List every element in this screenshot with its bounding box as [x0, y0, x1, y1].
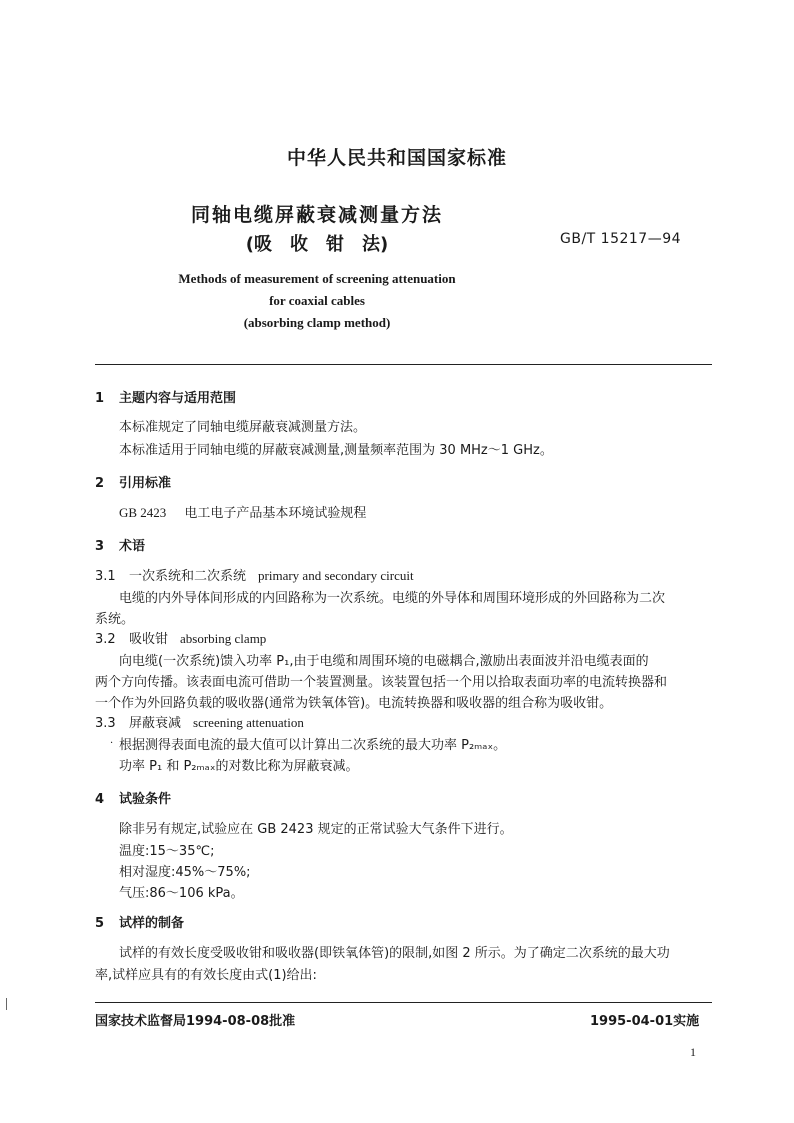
header-divider [95, 364, 712, 365]
stray-mark: · [110, 738, 114, 749]
approval-date: 国家技术监督局1994-08-08批准 [95, 1014, 296, 1029]
section-number: 5 [95, 916, 105, 931]
reference-entry [119, 502, 366, 521]
paragraph: 功率 P₁ 和 P₂ₘₐₓ的对数比称为屏蔽衰减。 [119, 759, 359, 774]
page-number: 1 [690, 1045, 696, 1059]
section-title: 主题内容与适用范围 [119, 391, 237, 406]
paragraph: 试样的有效长度受吸收钳和吸收器(即铁氧体管)的限制,如图 2 所示。为了确定二次系统的最大功 [119, 946, 670, 961]
standard-code: GB/T 15217—94 [560, 231, 682, 247]
paragraph: 根据测得表面电流的最大值可以计算出二次系统的最大功率 P₂ₘₐₓ。 [119, 738, 507, 753]
term-zh: 吸收钳 [129, 632, 169, 647]
term-number: 3.1 [95, 569, 116, 584]
paragraph: 电缆的内外导体间形成的内回路称为一次系统。电缆的外导体和周围环境形成的外回路称为二次 [119, 591, 666, 606]
implementation-date: 1995-04-01实施 [590, 1014, 700, 1029]
paragraph: 两个方向传播。该表面电流可借助一个装置测量。该装置包括一个用以拾取表面功率的电流转换器和 [95, 675, 668, 690]
paragraph: 一个作为外回路负载的吸收器(通常为铁氧体管)。电流转换器和吸收器的组合称为吸收钳。 [95, 696, 613, 711]
section-title: 试验条件 [119, 792, 172, 807]
term-3-1 [95, 565, 414, 584]
paragraph: 气压:86～106 kPa。 [119, 886, 244, 901]
paragraph: 本标准适用于同轴电缆的屏蔽衰减测量,测量频率范围为 30 MHz～1 GHz。 [119, 443, 553, 458]
term-number: 3.2 [95, 632, 116, 647]
section-number: 2 [95, 476, 105, 491]
footer-divider [95, 1002, 712, 1003]
english-title-line-1: Methods of measurement of screening attenuation [178, 271, 456, 286]
paragraph: 温度:15～35℃; [119, 844, 215, 859]
reference-title: 电工电子产品基本环境试验规程 [184, 506, 367, 521]
section-5-heading [95, 912, 184, 931]
term-3-3 [95, 712, 304, 731]
term-en: primary and secondary circuit [258, 568, 414, 583]
section-title: 试样的制备 [119, 916, 185, 931]
section-title: 术语 [119, 539, 146, 554]
section-4-heading [95, 788, 171, 807]
term-zh: 屏蔽衰减 [129, 716, 182, 731]
section-1-heading [95, 387, 236, 406]
term-number: 3.3 [95, 716, 116, 731]
paragraph: 率,试样应具有的有效长度由式(1)给出: [95, 968, 317, 983]
term-en: screening attenuation [193, 715, 304, 730]
reference-code: GB 2423 [119, 505, 167, 520]
term-zh: 一次系统和二次系统 [129, 569, 247, 584]
english-title-line-2: for coaxial cables [269, 293, 365, 308]
english-title-line-3: (absorbing clamp method) [243, 315, 391, 330]
document-subtitle: (吸 收 钳 法) [245, 234, 389, 255]
paragraph: 向电缆(一次系统)馈入功率 P₁,由于电缆和周围环境的电磁耦合,激励出表面波并沿电缆表面的 [119, 654, 649, 669]
paragraph: 除非另有规定,试验应在 GB 2423 规定的正常试验大气条件下进行。 [119, 822, 513, 837]
section-number: 3 [95, 539, 105, 554]
paragraph: 系统。 [95, 612, 135, 627]
paragraph: 相对湿度:45%～75%; [119, 865, 251, 880]
section-3-heading [95, 535, 145, 554]
section-title: 引用标准 [119, 476, 172, 491]
section-2-heading [95, 472, 171, 491]
scan-mark [6, 998, 7, 1010]
national-standard-heading: 中华人民共和国国家标准 [286, 147, 507, 169]
paragraph: 本标准规定了同轴电缆屏蔽衰减测量方法。 [119, 420, 367, 435]
section-number: 1 [95, 391, 105, 406]
document-title: 同轴电缆屏蔽衰减测量方法 [190, 204, 443, 226]
term-3-2 [95, 628, 266, 647]
section-number: 4 [95, 792, 105, 807]
term-en: absorbing clamp [180, 631, 267, 646]
